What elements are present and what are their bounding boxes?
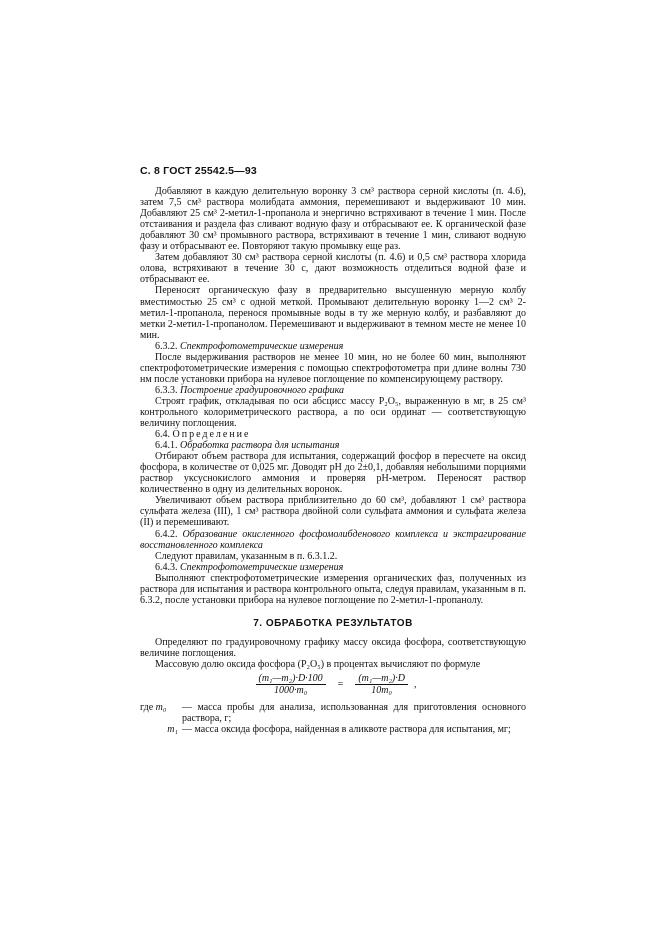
- paragraph: Массовую долю оксида фосфора (P₂O₅) в процентах вычисляют по формуле: [155, 658, 481, 670]
- subsection-heading-6-3-2: 6.3.2. Спектрофотометрические измерения: [155, 340, 344, 352]
- paragraph: Определяют по градуировочному графику массу оксида фосфора, соответствующую величине поглощения.: [140, 636, 526, 659]
- paragraph: После выдерживания растворов не менее 10 мин, но не более 60 мин, выполняют спектрофотометрические измерения с помощью спектрофотометра при длине волны 730 нм после установки прибора на нулевое поглощение по компенсирующему раствору.: [140, 351, 526, 385]
- paragraph: Затем добавляют 30 см³ раствора серной кислоты (п. 4.6) и 0,5 см³ раствора хлорида олова, встряхивают в течение 30 с, дают возможность отделиться водной фазе и отбрасывают ее.: [140, 252, 526, 286]
- paragraph: Отбирают объем раствора для испытания, содержащий фосфор в пересчете на оксид фосфора, в количестве от 0,025 мг. Доводят pH до 2±0,1, добавляя небольшими порциями раствор уксуснокислого аммония и проверяя pH-метром. Переносят раствор количественно в одну из делительных воронок.: [140, 451, 526, 496]
- paragraph: Переносят органическую фазу в предварительно высушенную мерную колбу вместимостью 25 см³ с одной меткой. Промывают делительную воронку 1—2 см³ 2-метил-1-пропанола, перенося промывные воды в ту же мерную колбу, и разбавляют до метки 2-метил-1-пропанолом. Перемешивают и выдерживают в темном месте не менее 10 мин.: [140, 285, 526, 341]
- formula: $\frac{\text{(m₁—m₂)·D·100}}{\text{1000·m₀}}$ = $\frac{\text{(m₁—m₂)·D}}{\text{10m₀}}$ ,: [140, 673, 526, 696]
- subsection-heading-6-4-1: 6.4.1. Обработка раствора для испытания: [155, 440, 340, 452]
- subsection-heading-6-3-3: 6.3.3. Построение градуировочного графика: [155, 384, 344, 396]
- section-title: 7. ОБРАБОТКА РЕЗУЛЬТАТОВ: [253, 617, 413, 629]
- subsection-heading-6-4-2: 6.4.2. Образование окисленного фосфомолибденового комплекса и экстрагирование восстановленного комплекса: [140, 528, 526, 551]
- paragraph: Выполняют спектрофотометрические измерения органических фаз, полученных из раствора для испытания и раствора контрольного опыта, следуя правилам, указанным в п. 6.3.2, после установки прибора на нулевое поглощение по 2-метил-1-пропанолу.: [140, 572, 526, 606]
- definition-m0: где m₀ — масса пробы для анализа, использованная для приготовления основного раствора, г;: [140, 702, 526, 725]
- subsection-heading-6-4: 6.4. Определение: [155, 429, 251, 441]
- page-header: С. 8 ГОСТ 25542.5—93: [140, 165, 257, 177]
- fraction-right: $\frac{\text{(m₁—m₂)·D}}{\text{10m₀}}$: [355, 673, 408, 696]
- paragraph: Следуют правилам, указанным в п. 6.3.1.2.: [155, 550, 338, 562]
- paragraph: Добавляют в каждую делительную воронку 3 см³ раствора серной кислоты (п. 4.6), затем 7,5 см³ раствора молибдата аммония, перемешивают и выдерживают 10 мин. Добавляют 25 см³ 2-метил-1-пропанола и энергично встряхивают в течение 1 мин. После отстаивания и раздела фаз сливают водную фазу и отбрасывают ее. К органической фазе добавляют 30 см³ промывного раствора, встряхивают в течение 1 мин, сливают водную фазу и отбрасывают ее. Повторяют такую промывку еще раз.: [140, 186, 526, 253]
- document-page: [140, 166, 526, 735]
- paragraph: Строят график, откладывая по оси абсцисс массу P₂O₅, выраженную в мг, в 25 см³ контрольного колориметрического раствора, а по оси ординат — соответствующую величину поглощения.: [140, 395, 526, 430]
- paragraph: Увеличивают объем раствора приблизительно до 60 см³, добавляют 1 см³ раствора сульфата железа (III), 1 см³ раствора двойной соли сульфата аммония и сульфата железа (II) и перемешивают.: [140, 495, 526, 529]
- subsection-heading-6-4-3: 6.4.3. Спектрофотометрические измерения: [155, 561, 344, 573]
- fraction-left: $\frac{\text{(m₁—m₂)·D·100}}{\text{1000·m₀}}$: [256, 673, 326, 696]
- definition-m1: m₁ — масса оксида фосфора, найденная в аликвоте раствора для испытания, мг;: [167, 724, 511, 736]
